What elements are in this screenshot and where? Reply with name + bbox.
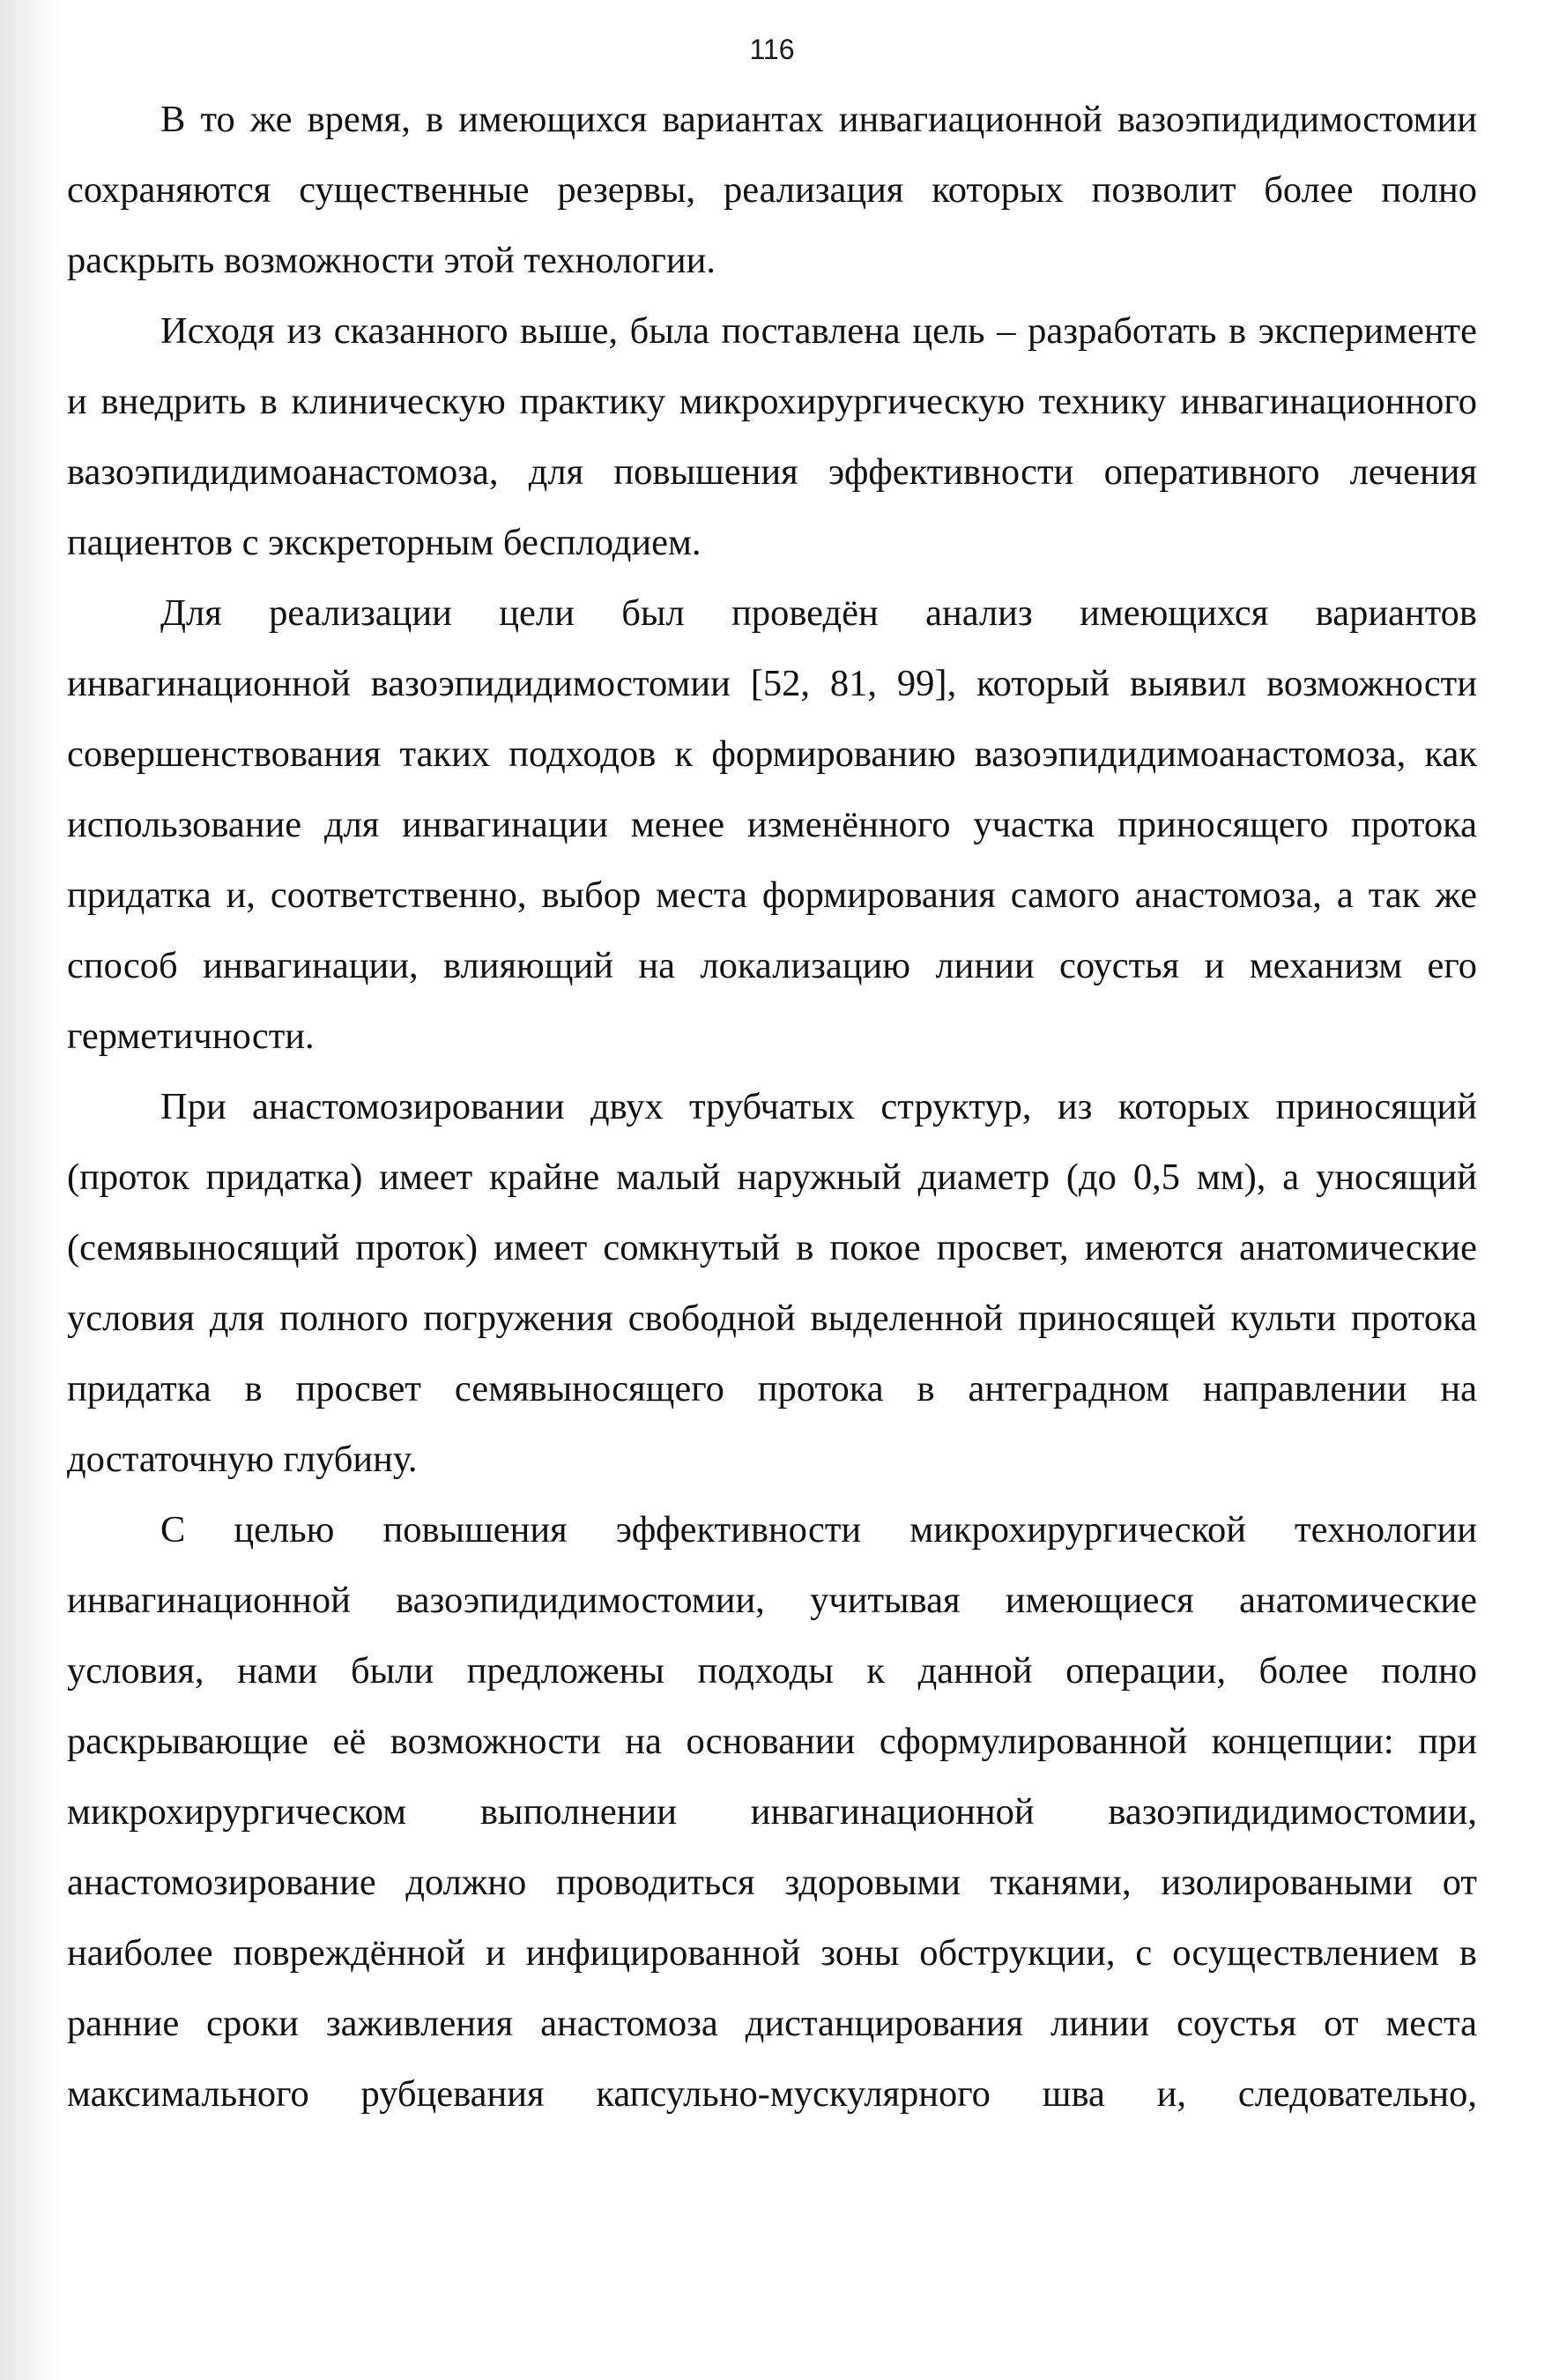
- paragraph-1: В то же время, в имеющихся вариантах инвагиационной вазоэпидидимостомии сохраняются существенные резервы, реализация которых позволит более полно раскрыть возможности этой технологии.: [67, 99, 1477, 281]
- paragraph-2: Исходя из сказанного выше, была поставлена цель – разработать в эксперименте и внедрить в клиническую практику микрохирургическую технику инвагинационного вазоэпидидимоанастомоза, для повышения эффективности оперативного лечения пациентов с экскреторным бесплодием.: [67, 310, 1477, 563]
- page-number: 116: [749, 33, 795, 65]
- paragraph-5: С целью повышения эффективности микрохирургической технологии инвагинационной вазоэпидидимостомии, учитывая имеющиеся анатомические условия, нами были предложены подходы к данной операции, более полно раскрывающие её возможности на основании сформулированной концепции: при микрохирургическом выполнении инвагинационной вазоэпидидимостомии, анастомозирование должно проводиться здоровыми тканями, изолироваными от наиболее повреждённой и инфицированной зоны обструкции, с осуществлением в ранние сроки заживления анастомоза дистанцирования линии соустья от места максимального рубцевания капсульно-мускулярного шва и, следовательно,: [67, 1509, 1477, 2115]
- scan-shadow-edge: [0, 0, 62, 2380]
- body-text: [67, 85, 1477, 2130]
- paragraph-4: При анастомозировании двух трубчатых структур, из которых приносящий (проток придатка) имеет крайне малый наружный диаметр (до 0,5 мм), а уносящий (семявыносящий проток) имеет сомкнутый в покое просвет, имеются анатомические условия для полного погружения свободной выделенной приносящей культи протока придатка в просвет семявыносящего протока в антеградном направлении на достаточную глубину.: [67, 1086, 1477, 1480]
- paragraph-3: Для реализации цели был проведён анализ имеющихся вариантов инвагинационной вазоэпидидимостомии [52, 81, 99], который выявил возможности совершенствования таких подходов к формированию вазоэпидидимоанастомоза, как использование для инвагинации менее изменённого участка приносящего протока придатка и, соответственно, выбор места формирования самого анастомоза, а так же способ инвагинации, влияющий на локализацию линии соустья и механизм его герметичности.: [67, 592, 1477, 1057]
